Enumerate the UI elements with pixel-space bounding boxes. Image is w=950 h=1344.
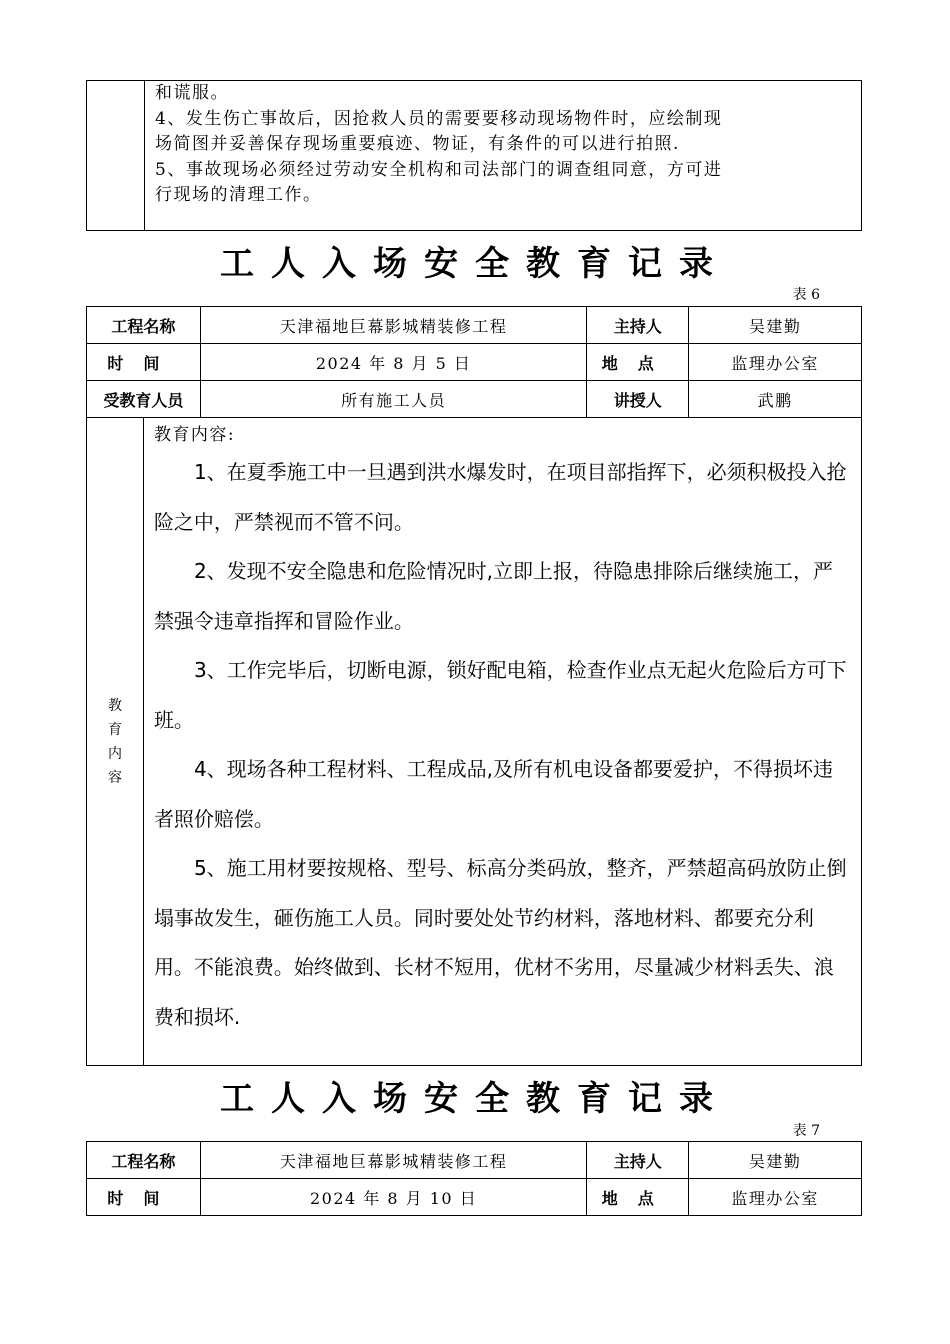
side-label-char: 育 xyxy=(107,721,122,738)
project-name-value: 天津福地巨幕影城精装修工程 xyxy=(200,307,586,344)
lecturer-label: 讲授人 xyxy=(587,381,689,418)
side-label-char: 教 xyxy=(107,697,122,714)
record1-table xyxy=(86,306,862,1066)
host-label: 主持人 xyxy=(587,1142,689,1179)
trainees-value: 所有施工人员 xyxy=(200,381,586,418)
time-label: 时间 xyxy=(87,344,201,381)
content-paragraph: 3、工作完毕后，切断电源，锁好配电箱，检查作业点无起火危险后方可下班。 xyxy=(153,658,847,732)
lecturer-value: 武鹏 xyxy=(689,381,862,418)
project-name-label: 工程名称 xyxy=(87,1142,201,1179)
record2-table xyxy=(86,1141,862,1216)
record2-table-number: 表 7 xyxy=(792,1123,820,1139)
project-name-label: 工程名称 xyxy=(87,307,201,344)
record2-title: 工人入场安全教育记录 xyxy=(220,1079,730,1119)
time-value: 2024 年 8 月 5 日 xyxy=(200,344,586,381)
continuation-line: 和谎服。 xyxy=(155,83,229,103)
continuation-side-cell xyxy=(87,81,145,231)
content-paragraph: 5、施工用材要按规格、型号、标高分类码放，整齐，严禁超高码放防止倒塌事故发生，砸伤施工人员。同时要处处节约材料，落地材料、都要充分利用。不能浪费。始终做到、长材不短用，优材不劣用，尽量减少材料丢失、浪费和损坏. xyxy=(153,856,847,1029)
content-heading: 教育内容: xyxy=(153,425,236,445)
place-label: 地点 xyxy=(587,344,689,381)
place-value: 监理办公室 xyxy=(689,344,862,381)
time-label: 时间 xyxy=(87,1179,201,1216)
project-name-value: 天津福地巨幕影城精装修工程 xyxy=(200,1142,586,1179)
place-value: 监理办公室 xyxy=(689,1179,862,1216)
content-paragraph: 1、在夏季施工中一旦遇到洪水爆发时，在项目部指挥下，必须积极投入抢险之中，严禁视而不管不问。 xyxy=(153,460,847,534)
host-value: 吴建勤 xyxy=(689,1142,862,1179)
time-value: 2024 年 8 月 10 日 xyxy=(200,1179,586,1216)
host-label: 主持人 xyxy=(587,307,689,344)
side-label-text xyxy=(87,694,143,790)
continuation-line: 5、事故现场必须经过劳动安全机构和司法部门的调查组同意，方可进 xyxy=(155,159,723,180)
content-paragraph: 4、现场各种工程材料、工程成品,及所有机电设备都要爱护，不得损坏违者照价赔偿。 xyxy=(153,757,834,831)
continuation-line: 4、发生伤亡事故后，因抢救人员的需要要移动现场物件时，应绘制现 xyxy=(155,108,723,129)
trainees-label: 受教育人员 xyxy=(87,381,201,418)
continuation-line: 场简图并妥善保存现场重要痕迹、物证，有条件的可以进行拍照. xyxy=(155,134,680,154)
continuation-line: 行现场的清理工作。 xyxy=(155,185,322,205)
record1-table-number: 表 6 xyxy=(792,287,820,303)
record1-title: 工人入场安全教育记录 xyxy=(220,244,730,284)
place-label: 地点 xyxy=(587,1179,689,1216)
continuation-box xyxy=(86,80,862,231)
education-content-cell xyxy=(143,418,861,1066)
content-paragraph: 2、发现不安全隐患和危险情况时,立即上报，待隐患排除后继续施工，严禁强令违章指挥和冒险作业。 xyxy=(153,559,834,633)
side-label-char: 内 xyxy=(107,745,122,762)
host-value: 吴建勤 xyxy=(689,307,862,344)
continuation-text xyxy=(145,81,862,231)
education-content-side-label xyxy=(87,418,144,1066)
side-label-char: 容 xyxy=(107,769,122,786)
